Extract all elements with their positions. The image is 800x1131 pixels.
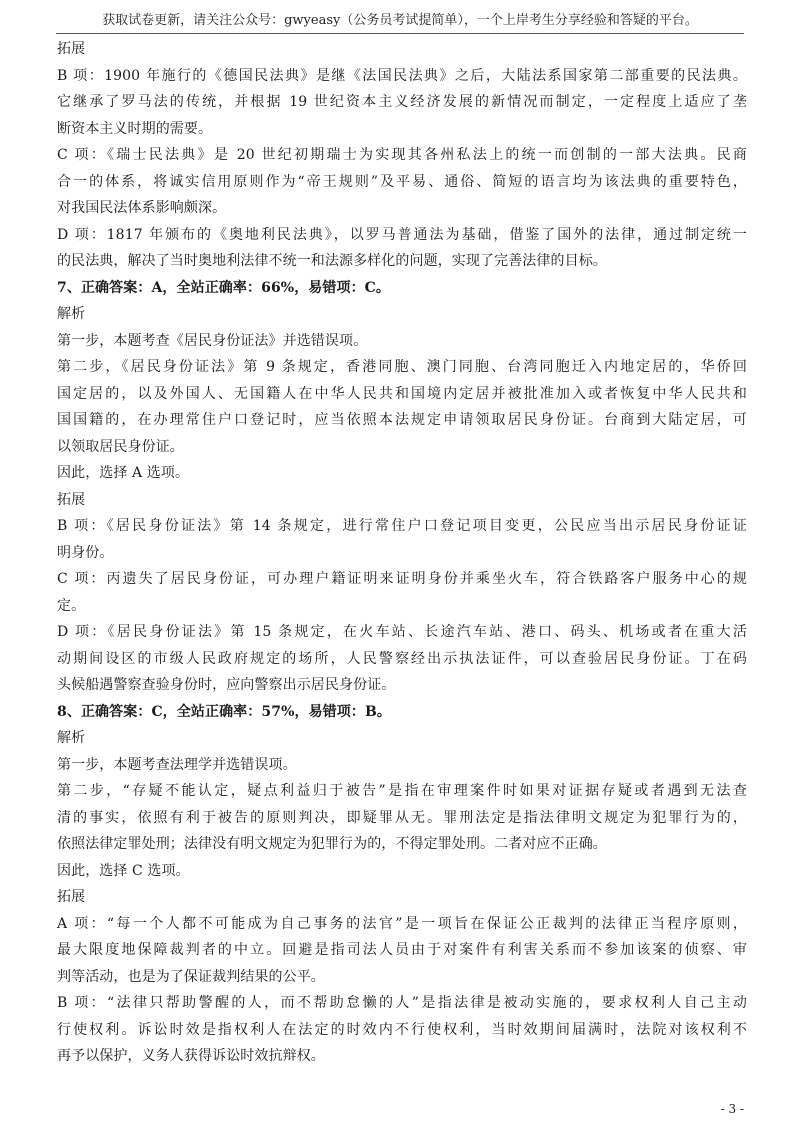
text-line: 第二步，《居民身份证法》第 9 条规定，香港同胞、澳门同胞、台湾同胞迁入内地定居的，华侨回 xyxy=(57,359,747,375)
text-line: 以领取居民身份证。 xyxy=(57,438,184,455)
text-line: B 项：《居民身份证法》第 14 条规定，进行常住户口登记项目变更，公民应当出示居民身份证证 xyxy=(57,518,747,534)
text-line: 因此，选择 A 选项。 xyxy=(57,465,190,481)
text-line: 解析 xyxy=(57,730,86,746)
text-line: 断资本主义时期的需要。 xyxy=(57,120,213,137)
text-line: 第一步，本题考查《居民身份证法》并选错误项。 xyxy=(57,332,368,349)
text-line: 头候船遇警察查验身份时，应向警察出示居民身份证。 xyxy=(57,677,396,693)
text-line: 合一的体系，将诚实信用原则作为“帝王规则”及平易、通俗、简短的语言均为该法典的重要特色， xyxy=(57,173,747,190)
text-line: 解析 xyxy=(57,306,86,322)
text-line: 国定居的，以及外国人、无国籍人在中华人民共和国境内定居并被批准加入或者恢复中华人民共和 xyxy=(57,385,747,402)
text-line: 的民法典，解决了当时奥地利法律不统一和法源多样化的问题，实现了完善法律的目标。 xyxy=(57,253,607,269)
text-line: A 项：“每一个人都不可能成为自己事务的法官”是一项旨在保证公正裁判的法律正当程序原则， xyxy=(57,915,747,932)
answer-heading-line: 8、正确答案：C，全站正确率：57%，易错项：B。 xyxy=(57,703,392,720)
text-line: 依照法律定罪处刑；法律没有明文规定为犯罪行为的，不得定罪处刑。二者对应不正确。 xyxy=(57,836,607,852)
text-line: 判等活动，也是为了保证裁判结果的公平。 xyxy=(57,968,325,985)
text-line: 第二步，“存疑不能认定，疑点利益归于被告”是指在审理案件时如果对证据存疑或者遇到无法查 xyxy=(57,783,747,799)
text-line: C 项：《瑞士民法典》是 20 世纪初期瑞士为实现其各州私法上的统一而创制的一部大法典。民商 xyxy=(57,147,747,163)
text-line: 动期间设区的市级人民政府规定的场所，人民警察经出示执法证件，可以查验居民身份证。丁在码 xyxy=(57,650,747,667)
answer-heading-line: 7、正确答案：A，全站正确率：66%，易错项：C。 xyxy=(57,279,391,296)
text-line: 再予以保护，义务人获得诉讼时效抗辩权。 xyxy=(57,1048,325,1064)
text-line: 对我国民法体系影响颇深。 xyxy=(57,200,227,216)
text-line: 因此，选择 C 选项。 xyxy=(57,862,190,879)
text-line: 国国籍的，在办理常住户口登记时，应当依照本法规定申请领取居民身份证。台商到大陆定居，可 xyxy=(57,412,747,428)
text-line: 拓展 xyxy=(57,41,86,57)
text-line: 拓展 xyxy=(57,491,86,508)
header-divider xyxy=(56,33,744,34)
text-line: 它继承了罗马法的传统，并根据 19 世纪资本主义经济发展的新情况而制定，一定程度上适应了垄 xyxy=(57,94,747,110)
text-line: 明身份。 xyxy=(57,544,114,561)
page-number: - 3 - xyxy=(720,1102,744,1116)
text-line: B 项：“法律只帮助警醒的人，而不帮助怠懒的人”是指法律是被动实施的，要求权利人自己主动 xyxy=(57,995,747,1011)
text-line: 行使权利。诉讼时效是指权利人在法定的时效内不行使权利，当时效期间届满时，法院对该权利不 xyxy=(57,1021,747,1038)
text-line: D 项：《居民身份证法》第 15 条规定，在火车站、长途汽车站、港口、码头、机场或者在重大活 xyxy=(57,624,747,640)
text-line: 第一步，本题考查法理学并选错误项。 xyxy=(57,756,297,773)
text-line: 定。 xyxy=(57,597,86,614)
text-line: B 项：1900 年施行的《德国民法典》是继《法国民法典》之后，大陆法系国家第二部重要的民法典。 xyxy=(57,67,747,84)
text-line: 清的事实，依照有利于被告的原则判决，即疑罪从无。罪刑法定是指法律明文规定为犯罪行为的， xyxy=(57,809,747,826)
text-line: 最大限度地保障裁判者的中立。回避是指司法人员由于对案件有利害关系而不参加该案的侦察、审 xyxy=(57,942,747,958)
text-line: C 项：丙遗失了居民身份证，可办理户籍证明来证明身份并乘坐火车，符合铁路客户服务中心的规 xyxy=(57,571,747,587)
page-header: 获取试卷更新，请关注公众号：gwyeasy（公务员考试提简单），一个上岸考生分享经验和答疑的平台。 xyxy=(102,13,698,28)
text-line: 拓展 xyxy=(57,889,86,905)
text-line: D 项：1817 年颁布的《奥地利民法典》，以罗马普通法为基础，借鉴了国外的法律，通过制定统一 xyxy=(57,226,747,243)
document-body xyxy=(57,36,747,1070)
